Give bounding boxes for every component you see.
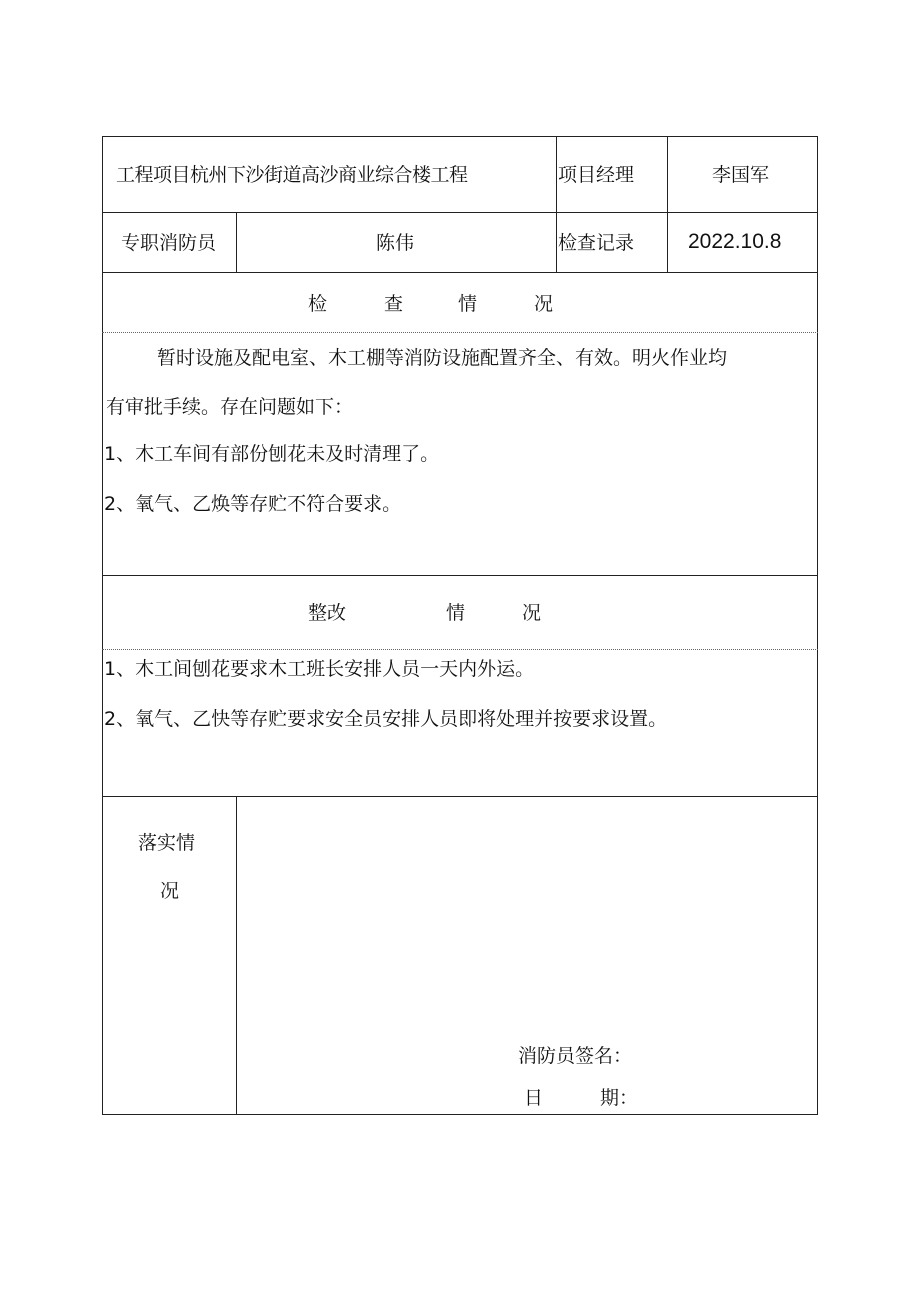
column-divider xyxy=(667,136,668,273)
inspection-line: 2、氧气、乙焕等存贮不符合要求。 xyxy=(104,493,402,515)
firefighter-label: 专职消防员 xyxy=(121,232,217,254)
date-label: 日 xyxy=(524,1087,544,1109)
column-divider xyxy=(236,796,237,1115)
row-divider-dotted xyxy=(102,649,818,650)
table-border-bottom xyxy=(102,1114,818,1115)
firefighter-name: 陈伟 xyxy=(376,232,415,254)
signature-label: 消防员签名： xyxy=(518,1045,633,1067)
implementation-label: 落实情 xyxy=(138,832,196,854)
inspection-line: 有审批手续。存在问题如下： xyxy=(106,396,354,418)
row-divider xyxy=(102,796,818,797)
record-date: 2022.10.8 xyxy=(688,230,782,253)
row-divider xyxy=(102,575,818,576)
rectification-title-char: 整改 xyxy=(308,602,347,624)
table-border-right xyxy=(817,136,818,1115)
row-divider xyxy=(102,212,818,213)
row-divider-dotted xyxy=(102,332,818,333)
inspection-title-char: 查 xyxy=(384,293,404,315)
rectification-line: 1、木工间刨花要求木工班长安排人员一天内外运。 xyxy=(104,658,535,680)
manager-label: 项目经理 xyxy=(558,164,635,186)
inspection-record-form xyxy=(102,136,818,1115)
inspection-line: 暂时设施及配电室、木工棚等消防设施配置齐全、有效。明火作业均 xyxy=(157,347,728,369)
project-name: 工程项目杭州下沙街道高沙商业综合楼工程 xyxy=(116,164,468,186)
row-divider xyxy=(102,272,818,273)
rectification-line: 2、氧气、乙快等存贮要求安全员安排人员即将处理并按要求设置。 xyxy=(104,708,668,730)
column-divider xyxy=(236,212,237,273)
implementation-label: 况 xyxy=(160,880,180,902)
inspection-line: 1、木工车间有部份刨花未及时清理了。 xyxy=(104,443,440,465)
inspection-title-char: 况 xyxy=(534,293,554,315)
inspection-title-char: 情 xyxy=(458,293,478,315)
table-border-left xyxy=(102,136,103,1115)
rectification-title-char: 况 xyxy=(522,602,542,624)
inspection-title-char: 检 xyxy=(308,293,328,315)
rectification-title-char: 情 xyxy=(446,602,466,624)
manager-name: 李国军 xyxy=(712,164,770,186)
record-label: 检查记录 xyxy=(558,232,635,254)
table-border-top xyxy=(102,136,818,137)
column-divider xyxy=(556,136,557,273)
date-label: 期： xyxy=(600,1087,639,1109)
